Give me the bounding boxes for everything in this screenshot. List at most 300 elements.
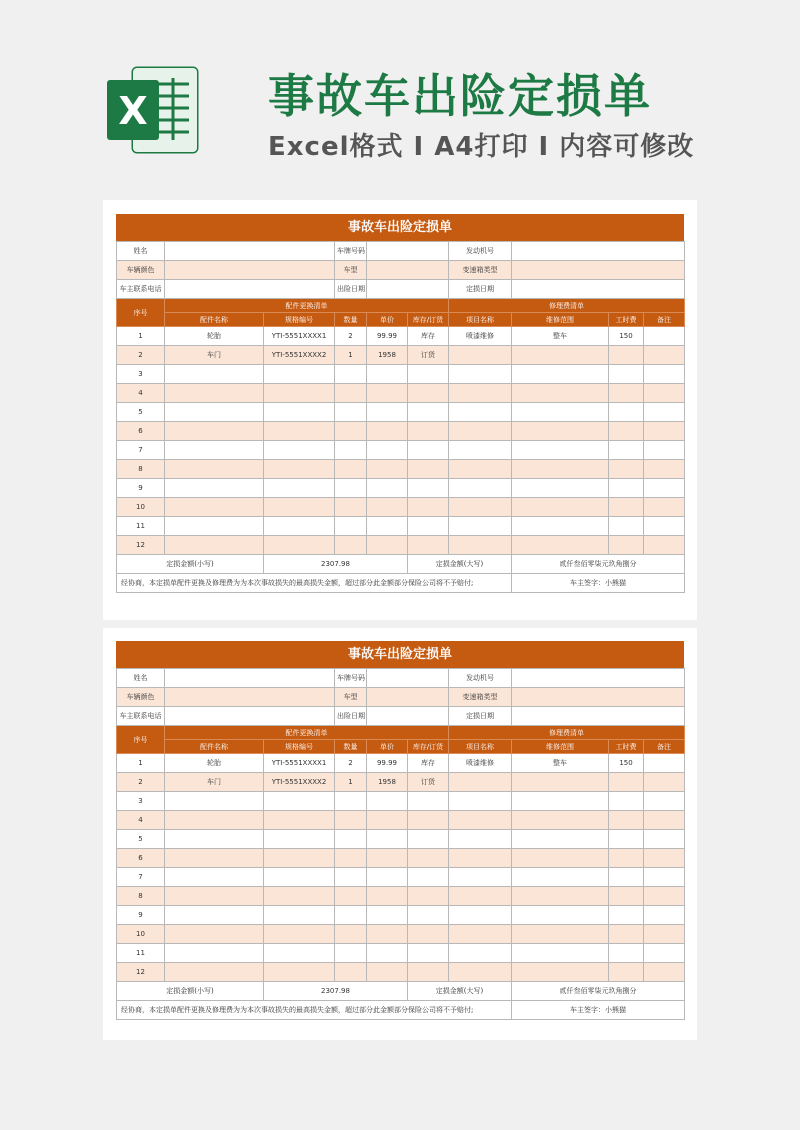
- table-cell[interactable]: [609, 536, 644, 555]
- table-cell[interactable]: 整车: [512, 754, 609, 773]
- table-cell[interactable]: [335, 963, 367, 982]
- table-cell[interactable]: [165, 849, 264, 868]
- table-cell[interactable]: [512, 830, 609, 849]
- claim-form-2: [116, 641, 684, 1020]
- table-cell[interactable]: [335, 517, 367, 536]
- table-cell[interactable]: [264, 868, 335, 887]
- table-cell[interactable]: [449, 403, 512, 422]
- table-cell[interactable]: [609, 868, 644, 887]
- table-cell[interactable]: [264, 441, 335, 460]
- table-cell[interactable]: [512, 868, 609, 887]
- table-cell[interactable]: [644, 536, 685, 555]
- table-cell[interactable]: [449, 422, 512, 441]
- table-cell[interactable]: 库存: [408, 327, 449, 346]
- table-cell[interactable]: [408, 925, 449, 944]
- total-upper-value: 贰仟叁佰零柒元玖角捌分: [512, 555, 685, 574]
- table-cell[interactable]: [609, 811, 644, 830]
- table-cell[interactable]: [449, 498, 512, 517]
- info-label: 姓名: [117, 242, 165, 261]
- table-cell[interactable]: [367, 498, 408, 517]
- table-cell[interactable]: [367, 887, 408, 906]
- table-cell[interactable]: 1958: [367, 773, 408, 792]
- row-number: 2: [117, 773, 165, 792]
- claim-table: [116, 241, 685, 593]
- table-cell[interactable]: [449, 849, 512, 868]
- table-row: [117, 773, 685, 792]
- table-cell[interactable]: [449, 441, 512, 460]
- table-cell[interactable]: [335, 868, 367, 887]
- table-cell[interactable]: [165, 460, 264, 479]
- table-cell[interactable]: [335, 403, 367, 422]
- row-number: 9: [117, 479, 165, 498]
- claim-form-1: [116, 214, 684, 593]
- table-cell[interactable]: [644, 384, 685, 403]
- table-cell[interactable]: [367, 384, 408, 403]
- table-cell[interactable]: [609, 403, 644, 422]
- info-value[interactable]: [165, 669, 335, 688]
- table-cell[interactable]: [165, 811, 264, 830]
- table-cell[interactable]: [644, 906, 685, 925]
- table-cell[interactable]: 订货: [408, 773, 449, 792]
- table-cell[interactable]: [408, 811, 449, 830]
- table-cell[interactable]: 轮胎: [165, 754, 264, 773]
- table-cell[interactable]: [165, 887, 264, 906]
- table-cell[interactable]: [644, 517, 685, 536]
- table-cell[interactable]: [609, 365, 644, 384]
- table-cell[interactable]: [264, 536, 335, 555]
- signature-label: 车主签字：小熊猫: [512, 1001, 685, 1020]
- table-cell[interactable]: [408, 830, 449, 849]
- table-cell[interactable]: [644, 830, 685, 849]
- info-value[interactable]: [165, 688, 335, 707]
- info-row: [117, 242, 685, 261]
- table-cell[interactable]: [367, 963, 408, 982]
- table-cell[interactable]: [449, 517, 512, 536]
- table-cell[interactable]: [335, 944, 367, 963]
- parts-section-header: 配件更换清单: [165, 726, 449, 740]
- info-row: [117, 688, 685, 707]
- table-cell[interactable]: 1: [335, 346, 367, 365]
- table-row: [117, 403, 685, 422]
- table-cell[interactable]: [264, 887, 335, 906]
- table-cell[interactable]: [335, 887, 367, 906]
- column-header: 规格编号: [264, 740, 335, 754]
- table-cell[interactable]: [609, 422, 644, 441]
- info-value[interactable]: [512, 688, 685, 707]
- table-cell[interactable]: [335, 792, 367, 811]
- claim-table: [116, 668, 685, 1020]
- table-cell[interactable]: [449, 365, 512, 384]
- table-cell[interactable]: [609, 346, 644, 365]
- table-cell[interactable]: [408, 441, 449, 460]
- table-cell[interactable]: [165, 536, 264, 555]
- table-cell[interactable]: [609, 498, 644, 517]
- table-cell[interactable]: [512, 887, 609, 906]
- table-cell[interactable]: 99.99: [367, 327, 408, 346]
- table-cell[interactable]: [335, 925, 367, 944]
- table-cell[interactable]: [512, 479, 609, 498]
- total-lower-label: 定损金额(小写): [117, 555, 264, 574]
- table-cell[interactable]: [408, 365, 449, 384]
- table-cell[interactable]: [335, 479, 367, 498]
- table-cell[interactable]: [408, 384, 449, 403]
- table-cell[interactable]: [644, 327, 685, 346]
- table-cell[interactable]: [449, 811, 512, 830]
- info-value[interactable]: [165, 242, 335, 261]
- table-cell[interactable]: [335, 849, 367, 868]
- info-row: [117, 707, 685, 726]
- table-cell[interactable]: [512, 403, 609, 422]
- row-number: 2: [117, 346, 165, 365]
- info-label: 车主联系电话: [117, 707, 165, 726]
- table-cell[interactable]: [165, 906, 264, 925]
- table-cell[interactable]: [335, 441, 367, 460]
- table-cell[interactable]: [408, 906, 449, 925]
- table-cell[interactable]: [165, 963, 264, 982]
- table-cell[interactable]: 150: [609, 327, 644, 346]
- table-cell[interactable]: [449, 346, 512, 365]
- info-value[interactable]: [165, 261, 335, 280]
- table-cell[interactable]: [512, 906, 609, 925]
- table-cell[interactable]: [512, 849, 609, 868]
- table-cell[interactable]: [367, 849, 408, 868]
- table-cell[interactable]: [408, 422, 449, 441]
- table-cell[interactable]: [609, 849, 644, 868]
- table-cell[interactable]: [264, 384, 335, 403]
- info-label: 车牌号码: [335, 669, 367, 688]
- table-cell[interactable]: [367, 422, 408, 441]
- row-number: 8: [117, 460, 165, 479]
- table-cell[interactable]: [512, 963, 609, 982]
- table-row: [117, 792, 685, 811]
- table-cell[interactable]: [512, 792, 609, 811]
- table-cell[interactable]: 1958: [367, 346, 408, 365]
- table-cell[interactable]: [512, 384, 609, 403]
- table-cell[interactable]: [264, 830, 335, 849]
- info-label: 车型: [335, 261, 367, 280]
- table-cell[interactable]: 99.99: [367, 754, 408, 773]
- table-row: [117, 517, 685, 536]
- table-cell[interactable]: [367, 925, 408, 944]
- column-header: 项目名称: [449, 740, 512, 754]
- table-cell[interactable]: [367, 906, 408, 925]
- table-cell[interactable]: [449, 830, 512, 849]
- excel-logo-icon: [103, 60, 203, 160]
- table-cell[interactable]: [335, 830, 367, 849]
- table-cell[interactable]: [408, 403, 449, 422]
- table-cell[interactable]: [644, 365, 685, 384]
- table-cell[interactable]: [408, 479, 449, 498]
- table-cell[interactable]: [512, 441, 609, 460]
- table-cell[interactable]: [367, 811, 408, 830]
- table-cell[interactable]: [644, 403, 685, 422]
- table-cell[interactable]: [367, 479, 408, 498]
- column-header: 维修范围: [512, 740, 609, 754]
- table-cell[interactable]: [512, 944, 609, 963]
- table-cell[interactable]: [512, 365, 609, 384]
- table-cell[interactable]: [644, 963, 685, 982]
- table-cell[interactable]: [165, 517, 264, 536]
- table-cell[interactable]: [449, 536, 512, 555]
- table-cell[interactable]: [165, 365, 264, 384]
- table-cell[interactable]: [335, 498, 367, 517]
- table-cell[interactable]: [264, 422, 335, 441]
- table-cell[interactable]: [408, 963, 449, 982]
- table-cell[interactable]: [335, 536, 367, 555]
- table-cell[interactable]: [165, 925, 264, 944]
- table-row: [117, 327, 685, 346]
- table-cell[interactable]: [609, 384, 644, 403]
- table-cell[interactable]: [449, 773, 512, 792]
- info-value[interactable]: [512, 280, 685, 299]
- table-row: [117, 498, 685, 517]
- table-cell[interactable]: [644, 944, 685, 963]
- total-lower-label: 定损金额(小写): [117, 982, 264, 1001]
- row-number: 12: [117, 963, 165, 982]
- row-number: 5: [117, 830, 165, 849]
- table-cell[interactable]: [408, 517, 449, 536]
- table-cell[interactable]: [165, 830, 264, 849]
- excel-logo-letter: X: [118, 89, 148, 133]
- table-cell[interactable]: [449, 887, 512, 906]
- table-cell[interactable]: [644, 887, 685, 906]
- sheet-1: [103, 200, 697, 620]
- table-cell[interactable]: [644, 849, 685, 868]
- column-header: 库存/订货: [408, 740, 449, 754]
- table-cell[interactable]: [264, 849, 335, 868]
- table-cell[interactable]: [644, 498, 685, 517]
- table-cell[interactable]: 2: [335, 327, 367, 346]
- table-cell[interactable]: [264, 403, 335, 422]
- table-cell[interactable]: [264, 479, 335, 498]
- row-number: 11: [117, 944, 165, 963]
- table-cell[interactable]: [512, 773, 609, 792]
- table-cell[interactable]: 车门: [165, 346, 264, 365]
- table-cell[interactable]: [408, 460, 449, 479]
- table-cell[interactable]: [449, 479, 512, 498]
- table-cell[interactable]: [644, 346, 685, 365]
- table-cell[interactable]: [335, 365, 367, 384]
- table-cell[interactable]: [264, 925, 335, 944]
- table-row: [117, 536, 685, 555]
- table-cell[interactable]: [367, 441, 408, 460]
- table-cell[interactable]: [512, 517, 609, 536]
- column-header: 工时费: [609, 313, 644, 327]
- table-cell[interactable]: 车门: [165, 773, 264, 792]
- table-cell[interactable]: [367, 536, 408, 555]
- column-header: 单价: [367, 313, 408, 327]
- row-number: 1: [117, 327, 165, 346]
- table-cell[interactable]: [609, 944, 644, 963]
- table-cell[interactable]: 喷漆维修: [449, 327, 512, 346]
- table-cell[interactable]: 150: [609, 754, 644, 773]
- table-cell[interactable]: [367, 403, 408, 422]
- table-cell[interactable]: [408, 792, 449, 811]
- table-row: [117, 963, 685, 982]
- table-cell[interactable]: [449, 868, 512, 887]
- table-cell[interactable]: [165, 868, 264, 887]
- table-cell[interactable]: [449, 792, 512, 811]
- table-cell[interactable]: [512, 925, 609, 944]
- table-row: [117, 346, 685, 365]
- table-cell[interactable]: [609, 963, 644, 982]
- table-cell[interactable]: [165, 384, 264, 403]
- table-cell[interactable]: [165, 422, 264, 441]
- table-cell[interactable]: [165, 792, 264, 811]
- table-cell[interactable]: [408, 868, 449, 887]
- row-number: 11: [117, 517, 165, 536]
- table-cell[interactable]: [367, 460, 408, 479]
- table-cell[interactable]: [609, 830, 644, 849]
- table-cell[interactable]: [367, 944, 408, 963]
- table-cell[interactable]: [264, 811, 335, 830]
- table-cell[interactable]: [408, 536, 449, 555]
- table-cell[interactable]: [609, 887, 644, 906]
- table-row: [117, 422, 685, 441]
- table-cell[interactable]: [644, 925, 685, 944]
- table-cell[interactable]: [512, 460, 609, 479]
- table-cell[interactable]: [609, 479, 644, 498]
- table-cell[interactable]: [367, 792, 408, 811]
- table-cell[interactable]: [449, 906, 512, 925]
- table-cell[interactable]: [512, 811, 609, 830]
- table-cell[interactable]: [449, 384, 512, 403]
- info-label: 车牌号码: [335, 242, 367, 261]
- info-label: 定损日期: [449, 280, 512, 299]
- table-cell[interactable]: [335, 811, 367, 830]
- total-upper-label: 定损金额(大写): [408, 555, 512, 574]
- table-cell[interactable]: [609, 925, 644, 944]
- table-cell[interactable]: [264, 906, 335, 925]
- table-cell[interactable]: [512, 346, 609, 365]
- table-cell[interactable]: [408, 944, 449, 963]
- table-cell[interactable]: [165, 403, 264, 422]
- table-cell[interactable]: [449, 944, 512, 963]
- table-row: [117, 384, 685, 403]
- info-label: 变速箱类型: [449, 688, 512, 707]
- table-cell[interactable]: YTI-5551XXXX1: [264, 327, 335, 346]
- info-value[interactable]: [165, 280, 335, 299]
- table-cell[interactable]: [609, 792, 644, 811]
- table-cell[interactable]: [644, 754, 685, 773]
- table-row: [117, 811, 685, 830]
- table-cell[interactable]: 整车: [512, 327, 609, 346]
- table-cell[interactable]: [335, 906, 367, 925]
- info-label: 变速箱类型: [449, 261, 512, 280]
- table-cell[interactable]: [367, 830, 408, 849]
- table-cell[interactable]: [264, 365, 335, 384]
- table-cell[interactable]: [165, 944, 264, 963]
- table-cell[interactable]: [408, 498, 449, 517]
- info-value[interactable]: [512, 707, 685, 726]
- table-cell[interactable]: [165, 441, 264, 460]
- table-cell[interactable]: [644, 441, 685, 460]
- table-cell[interactable]: [609, 441, 644, 460]
- table-cell[interactable]: YTI-5551XXXX2: [264, 346, 335, 365]
- info-value[interactable]: [512, 261, 685, 280]
- info-value[interactable]: [367, 707, 449, 726]
- table-cell[interactable]: [264, 963, 335, 982]
- table-cell[interactable]: [644, 460, 685, 479]
- info-label: 车辆颜色: [117, 688, 165, 707]
- table-cell[interactable]: [609, 906, 644, 925]
- table-cell[interactable]: 轮胎: [165, 327, 264, 346]
- table-cell[interactable]: [165, 498, 264, 517]
- info-value[interactable]: [512, 669, 685, 688]
- table-cell[interactable]: [512, 498, 609, 517]
- table-cell[interactable]: [449, 460, 512, 479]
- table-cell[interactable]: [644, 792, 685, 811]
- table-cell[interactable]: [644, 422, 685, 441]
- info-value[interactable]: [367, 261, 449, 280]
- table-cell[interactable]: YTI-5551XXXX2: [264, 773, 335, 792]
- table-cell[interactable]: [644, 811, 685, 830]
- table-cell[interactable]: [609, 517, 644, 536]
- table-cell[interactable]: [264, 944, 335, 963]
- table-cell[interactable]: [644, 479, 685, 498]
- info-label: 车型: [335, 688, 367, 707]
- table-cell[interactable]: [644, 773, 685, 792]
- table-cell[interactable]: [609, 773, 644, 792]
- table-cell[interactable]: [512, 536, 609, 555]
- banner: [0, 0, 800, 195]
- column-header: 配件名称: [165, 740, 264, 754]
- column-header: 维修范围: [512, 313, 609, 327]
- banner-subtitle: Excel格式 I A4打印 I 内容可修改: [268, 132, 695, 162]
- table-cell[interactable]: [165, 479, 264, 498]
- column-header: 数量: [335, 740, 367, 754]
- table-cell[interactable]: [609, 460, 644, 479]
- table-cell[interactable]: [449, 963, 512, 982]
- info-label: 定损日期: [449, 707, 512, 726]
- table-cell[interactable]: 订货: [408, 346, 449, 365]
- table-cell[interactable]: 1: [335, 773, 367, 792]
- info-value[interactable]: [367, 280, 449, 299]
- info-label: 发动机号: [449, 669, 512, 688]
- table-cell[interactable]: [264, 517, 335, 536]
- table-cell[interactable]: [512, 422, 609, 441]
- table-cell[interactable]: [408, 849, 449, 868]
- info-value[interactable]: [367, 242, 449, 261]
- table-cell[interactable]: [367, 868, 408, 887]
- table-cell[interactable]: [264, 460, 335, 479]
- info-value[interactable]: [512, 242, 685, 261]
- table-cell[interactable]: 库存: [408, 754, 449, 773]
- table-cell[interactable]: [644, 868, 685, 887]
- table-cell[interactable]: [367, 517, 408, 536]
- table-cell[interactable]: [367, 365, 408, 384]
- table-cell[interactable]: [335, 384, 367, 403]
- row-number: 10: [117, 925, 165, 944]
- table-cell[interactable]: [449, 925, 512, 944]
- table-cell[interactable]: [335, 422, 367, 441]
- table-cell[interactable]: 喷漆维修: [449, 754, 512, 773]
- table-cell[interactable]: [408, 887, 449, 906]
- info-value[interactable]: [165, 707, 335, 726]
- column-header: 库存/订货: [408, 313, 449, 327]
- sheet-2: [103, 628, 697, 1040]
- table-cell[interactable]: YTI-5551XXXX1: [264, 754, 335, 773]
- info-value[interactable]: [367, 688, 449, 707]
- table-cell[interactable]: [264, 498, 335, 517]
- table-cell[interactable]: 2: [335, 754, 367, 773]
- column-header: 单价: [367, 740, 408, 754]
- table-cell[interactable]: [335, 460, 367, 479]
- total-upper-value: 贰仟叁佰零柒元玖角捌分: [512, 982, 685, 1001]
- column-header: 工时费: [609, 740, 644, 754]
- table-cell[interactable]: [264, 792, 335, 811]
- info-value[interactable]: [367, 669, 449, 688]
